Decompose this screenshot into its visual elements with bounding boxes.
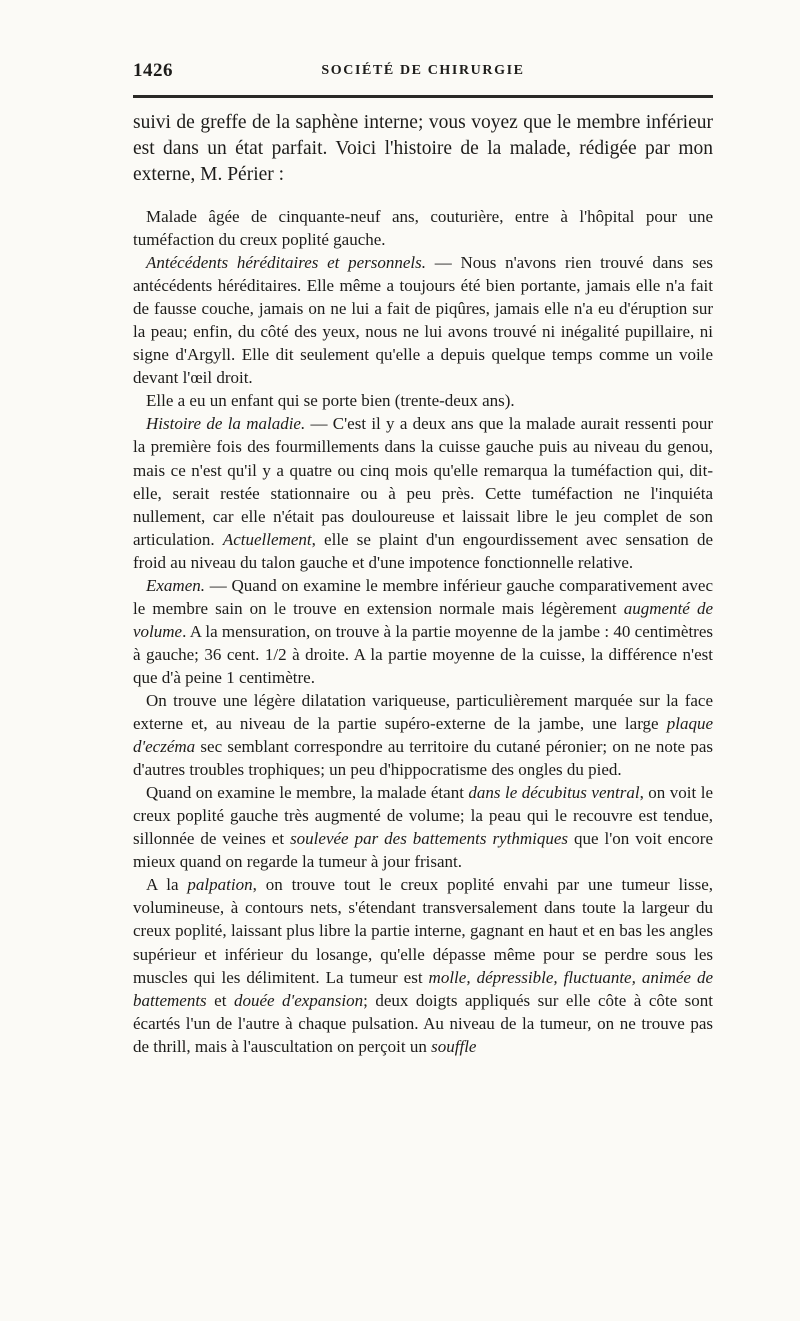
page-number: 1426: [133, 60, 173, 81]
italic-term: douée d'expansion: [233, 990, 364, 1010]
italic-term: augmenté de volume: [133, 598, 713, 641]
paragraph-text: sec semblant correspondre au territoire du cutané péronier; on ne note pas d'autres troubles trophiques; un peu d'hippocratisme des ongles du pied.: [133, 737, 713, 780]
italic-term: Actuellement: [222, 529, 312, 549]
journal-title: SOCIÉTÉ DE CHIRURGIE: [321, 63, 525, 78]
paragraph-text: On trouve une légère dilatation variqueuse, particulièrement marquée sur la face externe et, au niveau de la partie supéro-externe de la jambe, une large: [133, 690, 713, 734]
section-heading-history: Histoire de la maladie.: [146, 414, 306, 434]
case-paragraph-antecedents: [133, 251, 713, 389]
italic-term: plaque d'eczéma: [133, 714, 713, 757]
case-paragraph-child: Elle a eu un enfant qui se porte bien (trente-deux ans).: [146, 391, 515, 411]
paragraph-text: , on trouve tout le creux poplité envahi par une tumeur lisse, volumineuse, à contours nets, s'étendant transversalement dans toute la largeur du creux poplité, laissant plus libre la partie interne, gagnant en haut et en bas les angles supérieur et inférieur du losange, qu'elle dépasse même pour se perdre sous les muscles qui les délimitent. La tumeur est: [133, 875, 713, 987]
section-heading-examen: Examen.: [146, 575, 206, 595]
running-head: [133, 60, 713, 84]
case-paragraph-varices: [133, 689, 713, 781]
paragraph-text: — Quand on examine le membre inférieur gauche comparativement avec le membre sain on le trouve en extension normale mais légèrement: [133, 575, 713, 618]
case-paragraph-inspection: [133, 781, 713, 873]
italic-term: souffle: [431, 1036, 477, 1056]
paragraph-text: — Nous n'avons rien trouvé dans ses antécédents héréditaires. Elle même a toujours été bien portante, jamais elle n'a fait de fausse couche, jamais on ne lui a fait de piqûres, jamais elle n'a eu d'éruption sur la peau; enfin, du côté des yeux, nous ne lui avons trouvé ni inégalité pupillaire, ni signe d'Argyll. Elle dit seulement qu'elle a depuis quelque temps comme un voile devant l'œil droit.: [133, 253, 713, 388]
paragraph-text: Quand on examine le membre, la malade étant: [146, 783, 469, 803]
header-rule: [133, 95, 713, 98]
paragraph-text: — C'est il y a deux ans que la malade aurait ressenti pour la première fois des fourmillements dans la cuisse gauche puis au niveau du genou, mais ce n'est qu'il y a quatre ou cinq mois qu'elle remarqua la tuméfaction qui, dit-elle, serait restée stationnaire ou à peu près. Cette tuméfaction ne l'inquiéta nullement, car elle n'était pas douloureuse et laissait libre le jeu complet de son articulation.: [133, 414, 713, 549]
italic-term: dans le décubitus ventral: [468, 783, 640, 803]
case-paragraph-admission: Malade âgée de cinquante-neuf ans, couturière, entre à l'hôpital pour une tuméfaction du creux poplité gauche.: [133, 207, 713, 250]
intro-paragraph: suivi de greffe de la saphène interne; vous voyez que le membre inférieur est dans un état parfait. Voici l'histoire de la malade, rédigée par mon externe, M. Périer :: [133, 112, 713, 185]
case-paragraph-palpation: [133, 873, 713, 1057]
paragraph-text: . A la mensuration, on trouve à la partie moyenne de la jambe : 40 centimètres à gauche; 36 cent. 1/2 à droite. A la partie moyenne de la cuisse, la différence n'est que d'à peine 1 centimètre.: [133, 621, 713, 687]
paragraph-text: A la: [146, 875, 188, 895]
paragraph-text: , elle se plaint d'un engourdissement avec sensation de froid au niveau du talon gauche et d'une impotence fonctionnelle relative.: [133, 529, 713, 572]
paragraph-text: et: [206, 990, 234, 1010]
italic-term: soulevée par des battements rythmiques: [290, 829, 568, 849]
case-report: [133, 205, 713, 1058]
case-paragraph-history: [133, 412, 713, 573]
case-paragraph-examen: [133, 574, 713, 689]
italic-term: molle, dépressible, fluctuante, animée de battements: [133, 967, 713, 1010]
paragraph-text: que l'on voit encore mieux quand on regarde la tumeur à jour frisant.: [133, 829, 714, 872]
paragraph-text: , on voit le creux poplité gauche très augmenté de volume; la peau qui le recouvre est tendue, sillonnée de veines et: [133, 783, 713, 849]
italic-term: palpation: [187, 875, 253, 895]
paragraph-text: ; deux doigts appliqués sur elle côte à côte sont écartés l'un de l'autre à chaque pulsation. Au niveau de la tumeur, on ne trouve pas de thrill, mais à l'auscultation on perçoit un: [133, 990, 714, 1056]
section-heading-antecedents: Antécédents héréditaires et personnels.: [146, 253, 426, 273]
